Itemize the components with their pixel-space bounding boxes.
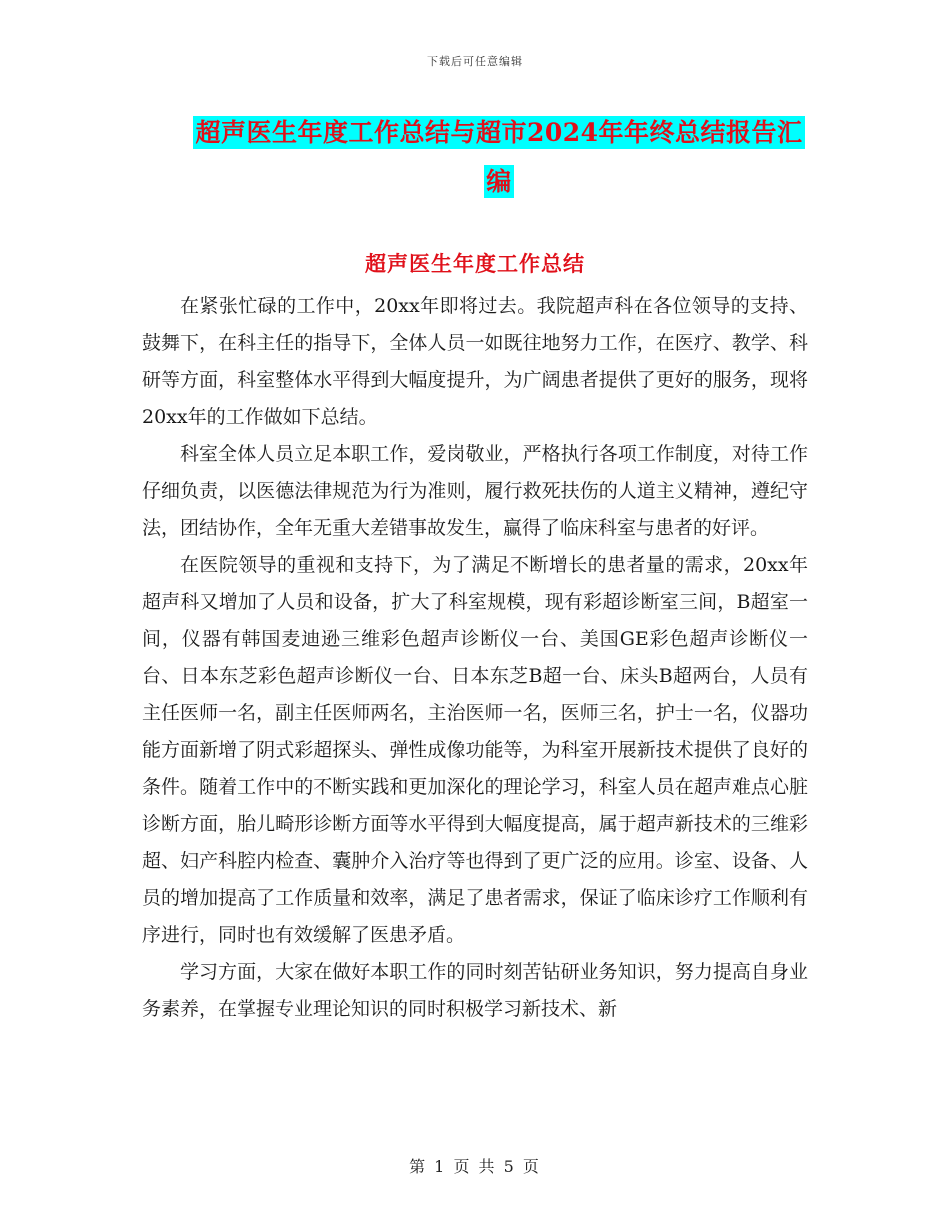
document-body xyxy=(142,288,808,1028)
document-title-text: 超声医生年度工作总结与超市2024年年终总结报告汇编 xyxy=(195,118,803,196)
page-header-note: 下载后可任意编辑 xyxy=(427,55,523,68)
document-title xyxy=(186,108,812,206)
paragraph: 科室全体人员立足本职工作，爱岗敬业，严格执行各项工作制度，对待工作仔细负责，以医德法律规范为行为准则，履行救死扶伤的人道主义精神，遵纪守法，团结协作，全年无重大差错事故发生，赢得了临床科室与患者的好评。 xyxy=(142,443,808,539)
paragraph: 在紧张忙碌的工作中，20xx年即将过去。我院超声科在各位领导的支持、鼓舞下，在科主任的指导下，全体人员一如既往地努力工作，在医疗、教学、科研等方面，科室整体水平得到大幅度提升，为广阔患者提供了更好的服务，现将20xx年的工作做如下总结。 xyxy=(142,295,808,428)
paragraph: 在医院领导的重视和支持下，为了满足不断增长的患者量的需求，20xx年超声科又增加了人员和设备，扩大了科室规模，现有彩超诊断室三间，B超室一间，仪器有韩国麦迪逊三维彩色超声诊断仪一台、美国GE彩色超声诊断仪一台、日本东芝彩色超声诊断仪一台、日本东芝B超一台、床头B超两台，人员有主任医师一名，副主任医师两名，主治医师一名，医师三名，护士一名，仪器功能方面新增了阴式彩超探头、弹性成像功能等，为科室开展新技术提供了良好的条件。随着工作中的不断实践和更加深化的理论学习，科室人员在超声难点心脏诊断方面，胎儿畸形诊断方面等水平得到大幅度提高，属于超声新技术的三维彩超、妇产科腔内检查、囊肿介入治疗等也得到了更广泛的应用。诊室、设备、人员的增加提高了工作质量和效率，满足了患者需求，保证了临床诊疗工作顺利有序进行，同时也有效缓解了医患矛盾。 xyxy=(142,554,808,946)
page-number-footer: 第 1 页 共 5 页 xyxy=(409,1157,541,1176)
section-title: 超声医生年度工作总结 xyxy=(365,251,585,276)
paragraph: 学习方面，大家在做好本职工作的同时刻苦钻研业务知识，努力提高自身业务素养，在掌握专业理论知识的同时积极学习新技术、新 xyxy=(142,961,808,1020)
